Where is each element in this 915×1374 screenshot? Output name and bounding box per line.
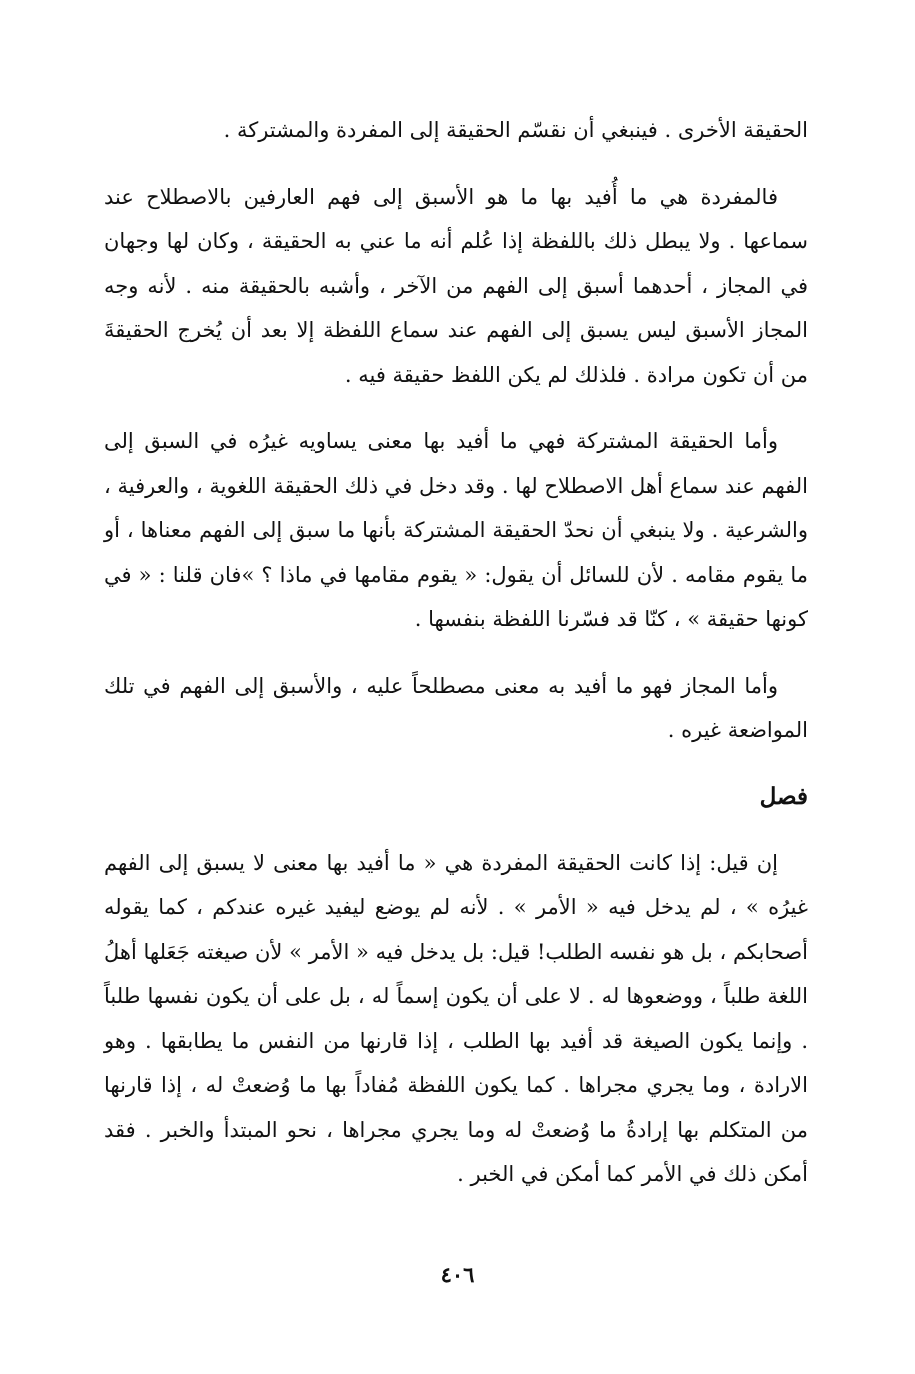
page-body: [104, 108, 808, 1219]
paragraph-single-truth: فالمفردة هي ما أُفيد بها ما هو الأسبق إلى فهم العارفين بالاصطلاح عند سماعها . ولا يبطل ذلك باللفظة إذا عُلم أنه ما عني به الحقيقة ، وكان لها وجهان في المجاز ، أحدهما أسبق إلى الفهم من الآخر ، وأشبه بالحقيقة منه . لأنه وجه المجاز الأسبق ليس يسبق إلى الفهم عند سماع اللفظة إلا بعد أن يُخرج الحقيقةَ من أن تكون مرادة . فلذلك لم يكن اللفظ حقيقة فيه .: [104, 184, 808, 387]
paragraph-metaphor: وأما المجاز فهو ما أفيد به معنى مصطلحاً عليه ، والأسبق إلى الفهم في تلك المواضعة غيره .: [104, 673, 808, 742]
section-heading: فصل: [759, 782, 808, 810]
paragraph-continuation: الحقيقة الأخرى . فينبغي أن نقسّم الحقيقة إلى المفردة والمشتركة .: [223, 118, 808, 142]
paragraph-shared-truth: وأما الحقيقة المشتركة فهي ما أفيد بها معنى يساويه غيرُه في السبق إلى الفهم عند سماع أهل الاصطلاح لها . وقد دخل في ذلك الحقيقة اللغوية ، والعرفية ، والشرعية . ولا ينبغي أن نحدّ الحقيقة المشتركة بأنها ما سبق إلى الفهم معناها ، أو ما يقوم مقامه . لأن للسائل أن يقول: « يقوم مقامها في ماذا ؟ »فان قلنا : « في كونها حقيقة » ، كنّا قد فسّرنا اللفظة بنفسها .: [104, 429, 808, 631]
page-number: ٤٠٦: [440, 1262, 475, 1287]
section-paragraph: إن قيل: إذا كانت الحقيقة المفردة هي « ما أفيد بها معنى لا يسبق إلى الفهم غيرُه » ، لم يدخل فيه « الأمر » . لأنه لم يوضع ليفيد غيره عندكم ، كما يقوله أصحابكم ، بل هو نفسه الطلب! قيل: بل يدخل فيه « الأمر » لأن صيغته جَعَلها أهلُ اللغة طلباً ، ووضعوها له . لا على أن يكون إسماً له ، بل على أن يكون نفسها طلباً . وإنما يكون الصيغة قد أفيد بها الطلب ، إذا قارنها من النفس ما يطابقها . وهو الارادة ، وما يجري مجراها . كما يكون اللفظة مُفاداً بها ما وُضعتْ له ، إذا قارنها من المتكلم بها إرادةُ ما وُضعتْ له وما يجري مجراها ، نحو المبتدأ والخبر . فقد أمكن ذلك في الأمر كما أمكن في الخبر .: [104, 850, 808, 1186]
